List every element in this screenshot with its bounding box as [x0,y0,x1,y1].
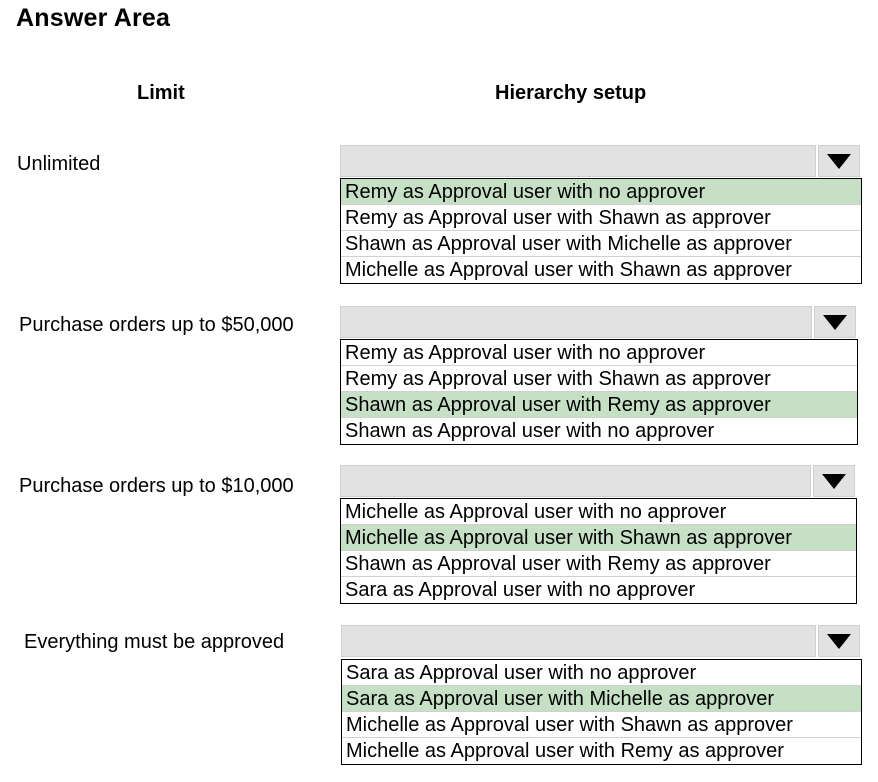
row-label-po-50000: Purchase orders up to $50,000 [19,314,294,336]
row-label-unlimited: Unlimited [17,153,101,175]
chevron-down-icon [822,474,846,489]
hierarchy-dropdown-everything-approved[interactable] [341,625,862,767]
dropdown-option[interactable]: Michelle as Approval user with Shawn as approver [342,712,861,738]
dropdown-option[interactable]: Michelle as Approval user with no approver [341,499,856,525]
chevron-down-icon [827,634,851,649]
dropdown-toggle-button[interactable] [813,465,855,497]
dropdown-option[interactable]: Shawn as Approval user with Remy as approver [341,551,856,577]
dropdown-header[interactable] [340,306,812,338]
dropdown-toggle-button[interactable] [818,625,860,657]
hierarchy-dropdown-po-10000[interactable] [340,465,857,605]
row-label-po-10000: Purchase orders up to $10,000 [19,475,294,497]
dropdown-header[interactable] [341,625,816,657]
dropdown-options-list [341,659,862,765]
dropdown-toggle-button[interactable] [814,306,856,338]
dropdown-option[interactable]: Remy as Approval user with Shawn as approver [341,366,857,392]
limit-column-header: Limit [137,82,185,104]
dropdown-option[interactable]: Sara as Approval user with no approver [342,660,861,686]
dropdown-header[interactable] [340,145,816,177]
row-label-everything-approved: Everything must be approved [24,631,285,653]
hierarchy-dropdown-unlimited[interactable] [340,145,862,285]
dropdown-options-list [340,339,858,445]
dropdown-option[interactable]: Remy as Approval user with no approver [341,340,857,366]
hierarchy-column-header: Hierarchy setup [495,82,647,104]
dropdown-option[interactable]: Sara as Approval user with Michelle as approver [342,686,861,712]
dropdown-header[interactable] [340,465,811,497]
chevron-down-icon [823,315,847,330]
dropdown-option[interactable]: Remy as Approval user with Shawn as approver [341,205,861,231]
dropdown-options-list [340,498,857,604]
hierarchy-dropdown-po-50000[interactable] [340,306,858,446]
dropdown-option[interactable]: Shawn as Approval user with no approver [345,420,715,442]
dropdown-option[interactable]: Michelle as Approval user with Remy as approver [346,740,784,762]
dropdown-option[interactable]: Shawn as Approval user with Michelle as approver [341,231,861,257]
chevron-down-icon [827,154,851,169]
answer-area-title: Answer Area [16,4,171,32]
dropdown-option[interactable]: Shawn as Approval user with Remy as approver [341,392,857,418]
dropdown-options-list [340,178,862,284]
dropdown-option[interactable]: Remy as Approval user with no approver [341,179,861,205]
dropdown-option[interactable]: Sara as Approval user with no approver [345,579,696,601]
dropdown-option[interactable]: Michelle as Approval user with Shawn as approver [345,259,792,281]
dropdown-option[interactable]: Michelle as Approval user with Shawn as approver [341,525,856,551]
dropdown-toggle-button[interactable] [818,145,860,177]
